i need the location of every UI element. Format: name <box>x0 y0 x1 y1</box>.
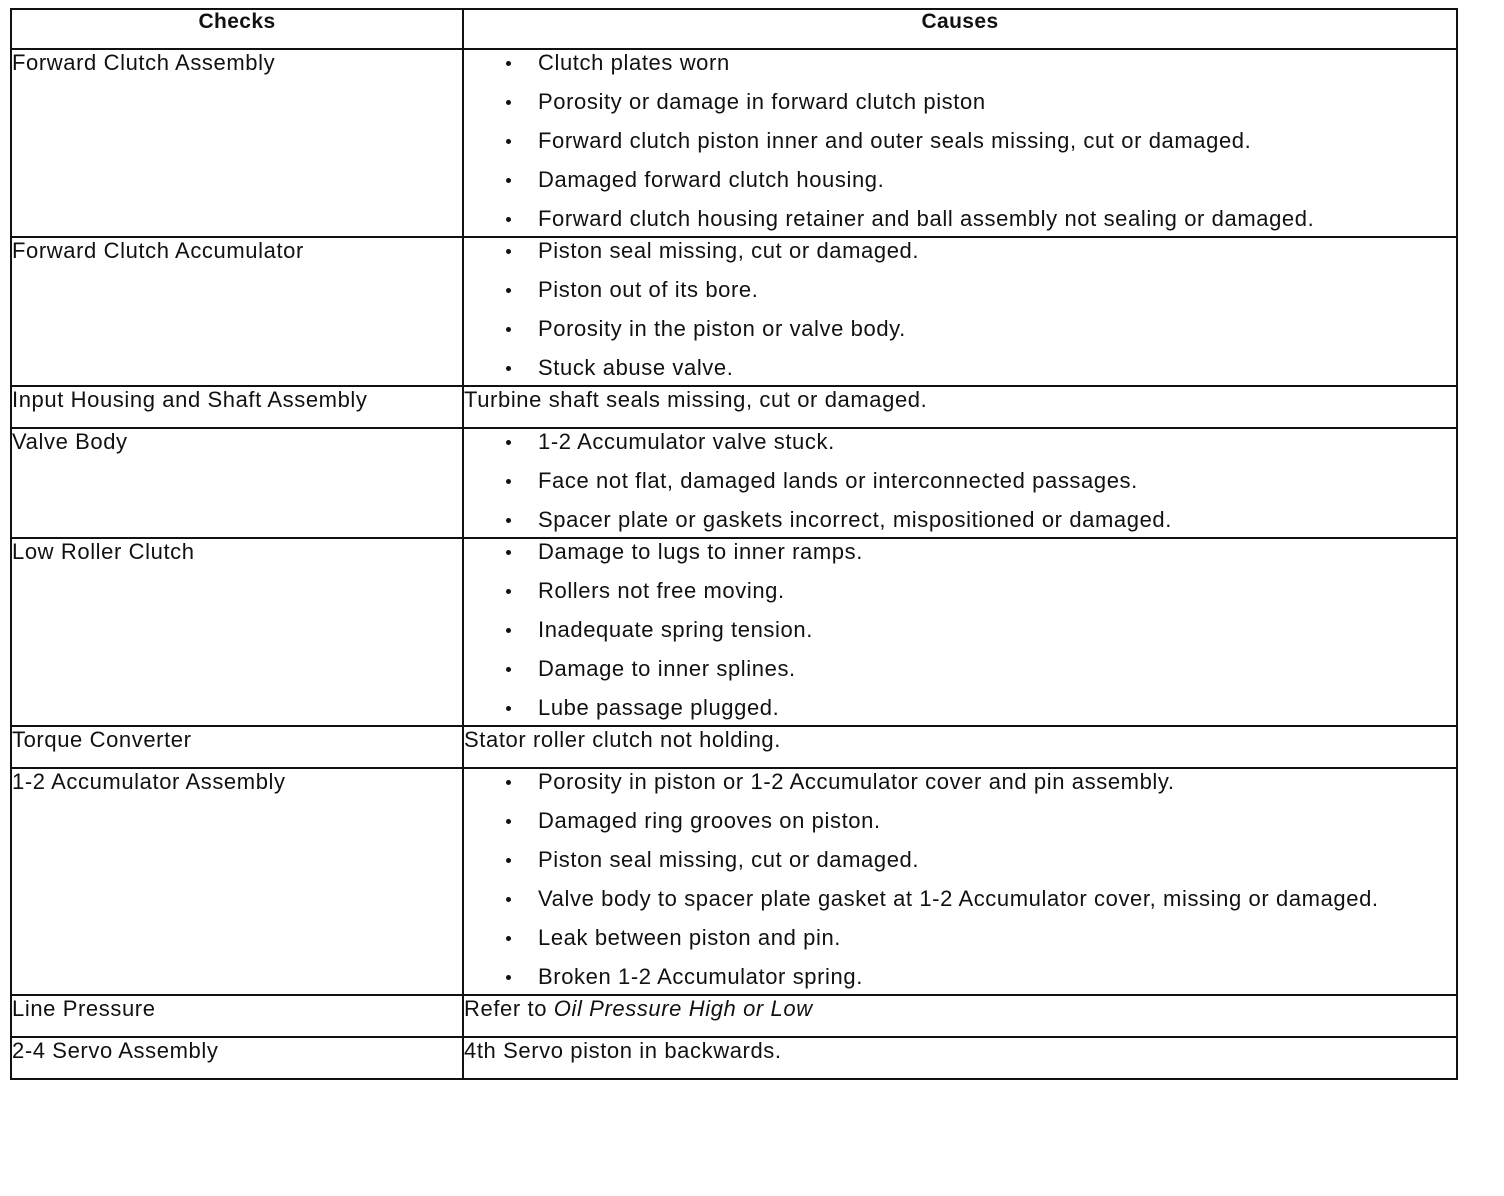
bullet-icon <box>506 897 511 902</box>
bullet-icon <box>506 100 511 105</box>
check-cell: Torque Converter <box>11 726 463 768</box>
cause-list <box>464 429 1456 533</box>
header-row <box>11 9 1457 49</box>
cause-list <box>464 539 1456 721</box>
cause-item: Forward clutch piston inner and outer seals missing, cut or damaged. <box>506 128 1456 154</box>
bullet-icon <box>506 440 511 445</box>
cause-list <box>464 50 1456 232</box>
table-row <box>11 538 1457 726</box>
check-cell: Forward Clutch Assembly <box>11 49 463 237</box>
cause-item: Piston seal missing, cut or damaged. <box>506 238 1456 264</box>
cause-item: Porosity or damage in forward clutch piston <box>506 89 1456 115</box>
bullet-icon <box>506 479 511 484</box>
cause-item: Inadequate spring tension. <box>506 617 1456 643</box>
cause-item: Piston out of its bore. <box>506 277 1456 303</box>
bullet-icon <box>506 327 511 332</box>
cause-cell: Turbine shaft seals missing, cut or damaged. <box>463 386 1457 428</box>
cause-item: Clutch plates worn <box>506 50 1456 76</box>
table-row <box>11 726 1457 768</box>
header-causes: Causes <box>463 9 1457 49</box>
cause-item: Damage to lugs to inner ramps. <box>506 539 1456 565</box>
bullet-icon <box>506 518 511 523</box>
cause-cell: Stator roller clutch not holding. <box>463 726 1457 768</box>
bullet-icon <box>506 288 511 293</box>
bullet-icon <box>506 217 511 222</box>
table-row <box>11 49 1457 237</box>
header-checks: Checks <box>11 9 463 49</box>
cause-item: Damage to inner splines. <box>506 656 1456 682</box>
bullet-icon <box>506 249 511 254</box>
check-cell: Input Housing and Shaft Assembly <box>11 386 463 428</box>
bullet-icon <box>506 628 511 633</box>
cause-item: Leak between piston and pin. <box>506 925 1456 951</box>
bullet-icon <box>506 936 511 941</box>
cause-item: Face not flat, damaged lands or interconnected passages. <box>506 468 1456 494</box>
cause-item: Damaged forward clutch housing. <box>506 167 1456 193</box>
bullet-icon <box>506 61 511 66</box>
cause-cell <box>463 995 1457 1037</box>
causes-cell <box>463 538 1457 726</box>
cause-item: Forward clutch housing retainer and ball assembly not sealing or damaged. <box>506 206 1456 232</box>
cause-item: Lube passage plugged. <box>506 695 1456 721</box>
check-cell: Valve Body <box>11 428 463 538</box>
cause-item: Rollers not free moving. <box>506 578 1456 604</box>
table-row <box>11 1037 1457 1079</box>
cause-prefix: Refer to <box>464 996 554 1021</box>
causes-cell <box>463 49 1457 237</box>
causes-cell <box>463 768 1457 995</box>
cause-item: 1-2 Accumulator valve stuck. <box>506 429 1456 455</box>
table-row <box>11 237 1457 386</box>
table-row <box>11 428 1457 538</box>
bullet-icon <box>506 706 511 711</box>
bullet-icon <box>506 139 511 144</box>
diagnosis-table <box>10 8 1458 1080</box>
cause-item: Spacer plate or gaskets incorrect, mispositioned or damaged. <box>506 507 1456 533</box>
check-cell: 2-4 Servo Assembly <box>11 1037 463 1079</box>
cause-item: Broken 1-2 Accumulator spring. <box>506 964 1456 990</box>
cause-item: Valve body to spacer plate gasket at 1-2 Accumulator cover, missing or damaged. <box>506 886 1456 912</box>
bullet-icon <box>506 550 511 555</box>
cause-list <box>464 769 1456 990</box>
bullet-icon <box>506 667 511 672</box>
table-row <box>11 386 1457 428</box>
table-row <box>11 995 1457 1037</box>
bullet-icon <box>506 858 511 863</box>
bullet-icon <box>506 819 511 824</box>
cause-item: Porosity in piston or 1-2 Accumulator cover and pin assembly. <box>506 769 1456 795</box>
check-cell: 1-2 Accumulator Assembly <box>11 768 463 995</box>
causes-cell <box>463 237 1457 386</box>
cause-item: Porosity in the piston or valve body. <box>506 316 1456 342</box>
bullet-icon <box>506 178 511 183</box>
bullet-icon <box>506 366 511 371</box>
causes-cell <box>463 428 1457 538</box>
bullet-icon <box>506 780 511 785</box>
table-row <box>11 768 1457 995</box>
bullet-icon <box>506 589 511 594</box>
cause-item: Piston seal missing, cut or damaged. <box>506 847 1456 873</box>
cause-cell: 4th Servo piston in backwards. <box>463 1037 1457 1079</box>
cause-reference: Oil Pressure High or Low <box>553 996 813 1021</box>
cause-item: Damaged ring grooves on piston. <box>506 808 1456 834</box>
check-cell: Line Pressure <box>11 995 463 1037</box>
cause-item: Stuck abuse valve. <box>506 355 1456 381</box>
bullet-icon <box>506 975 511 980</box>
check-cell: Forward Clutch Accumulator <box>11 237 463 386</box>
check-cell: Low Roller Clutch <box>11 538 463 726</box>
cause-list <box>464 238 1456 381</box>
